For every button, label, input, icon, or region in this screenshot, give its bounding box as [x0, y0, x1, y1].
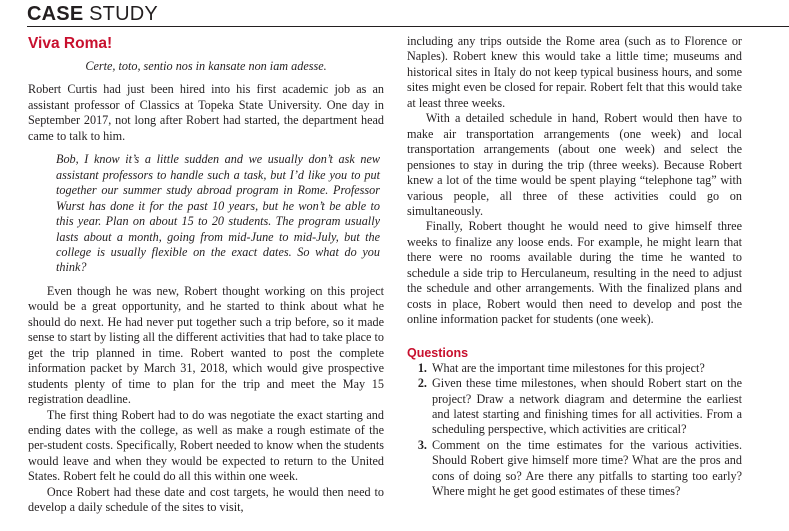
block-quote: Bob, I know it’s a little sudden and we usually don’t ask new assistant professors to handle such a task, but I’d like you to put together our summer study abroad program in Rome. Professor Wurst has done it for the past 10 years, but he won’t be able to this year. Plan on about 15 to 20 students. The program usually lasts about a month, going from mid-June to mid-July, but the college is usually flexible on the exact dates. So what do you think? — [56, 152, 380, 275]
paragraph-5: including any trips outside the Rome area (such as to Florence or Naples). Robert knew this would take a little time; museums and historical sites in Italy do not keep typical business hours, and some sites might even be closed for repair. Robert felt that this would take at least three weeks. — [407, 34, 742, 110]
epigraph: Certe, toto, sentio nos in kansate non iam adesse. — [85, 59, 327, 73]
section-header — [27, 2, 158, 26]
header-rule — [27, 26, 789, 27]
case-title: Viva Roma! — [28, 35, 113, 52]
paragraph-2: Even though he was new, Robert thought working on this project would be a great opportunity, and he started to think about what he should do next. He had never put together such a trip before, so it made sense to start by listing all the different activities that had to take place to get the trip planned in time. Robert wanted to post the complete information packet by March 31, 2018, which would give prospective students plenty of time to plan for the trip and meet the May 15 registration deadline. — [28, 283, 384, 407]
header-bold: CASE — [27, 3, 84, 25]
right-column — [407, 34, 742, 500]
header-light: STUDY — [83, 3, 158, 25]
question-item: 1. What are the important time milestones for this project? — [430, 361, 742, 376]
paragraph-7: Finally, Robert thought he would need to give himself three weeks to finalize any loose ends. For example, he might learn that there were no rooms available during the time he wanted to schedule a side trip to Herculaneum, resulting in the need to adjust the schedule and other arrangements. With the finalized plans and costs in place, Robert would then need to develop and post the online information packet for students (one week). — [407, 219, 742, 327]
left-column — [28, 34, 384, 516]
paragraph-3: The first thing Robert had to do was negotiate the exact starting and ending dates with the college, as well as make a rough estimate of the per-student costs. Specifically, Robert needed to know when the students would leave and when they would be expected to return to the United States. Robert felt he could do all this within one week. — [28, 407, 384, 484]
paragraph-6: With a detailed schedule in hand, Robert would then have to make air transportation arrangements (one week) and local transportation arrangements (about one week) and select the pensiones to stay in during the trip (three weeks). Because Robert knew a lot of the time would be spent playing “telephone tag” with various people, all three of these activities could go on simultaneously. — [407, 111, 742, 218]
paragraph-1: Robert Curtis had just been hired into his first academic job as an assistant professor of Classics at Topeka State University. One day in September 2017, not long after Robert had started, the department head came to talk to him. — [28, 82, 384, 143]
paragraph-4: Once Robert had these date and cost targets, he would then need to develop a daily schedule of the sites to visit, — [28, 484, 384, 515]
questions-list — [407, 361, 742, 500]
questions-heading: Questions — [407, 345, 469, 360]
question-item: 3. Comment on the time estimates for the various activities. Should Robert give himself more time? What are the pros and cons of doing so? Are there any pitfalls to starting too early? Where might he get good estimates of these times? — [430, 438, 742, 500]
question-item: 2. Given these time milestones, when should Robert start on the project? Draw a network diagram and determine the earliest and latest starting and finishing times for all activities. From a scheduling perspective, which activities are critical? — [430, 376, 742, 438]
